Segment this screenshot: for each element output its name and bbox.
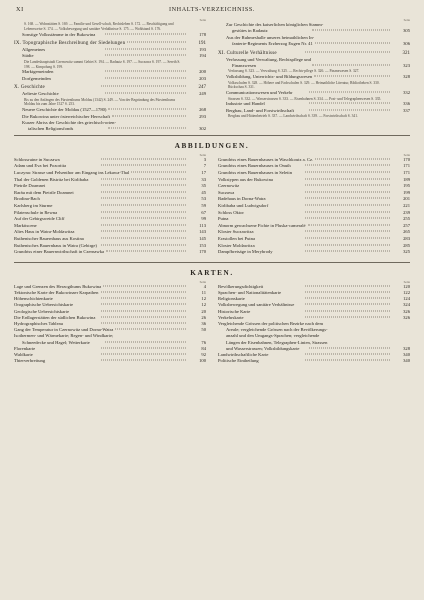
- illustration-entry: [218, 170, 410, 177]
- leader-dots: [115, 329, 186, 330]
- entry-title: Bevölkerungsdichtigkeit: [218, 283, 264, 289]
- entry-title: Aelteste Geschichte: [22, 91, 59, 97]
- illustration-entry: [218, 190, 410, 197]
- leader-dots: [305, 285, 390, 286]
- entry-page: 285: [403, 242, 410, 248]
- entry-title: Städte: [22, 53, 34, 59]
- entry-page: 340: [403, 351, 410, 357]
- toc-entry: [14, 84, 206, 91]
- leader-dots: [101, 218, 186, 219]
- toc-contents: [14, 18, 410, 133]
- abbildungen-right-column: [218, 153, 410, 256]
- leader-dots: [131, 172, 186, 173]
- entry-title: Thal der Goldenen Bistritz bei Kirlibaba: [14, 176, 89, 182]
- entry-title: IX. Topographische Beschreibung der Siedelungen: [14, 41, 126, 46]
- entry-page: 255: [403, 216, 410, 222]
- leader-dots: [101, 360, 186, 361]
- entry-page: 178: [199, 31, 206, 37]
- entry-page: 100: [199, 358, 206, 364]
- leader-dots: [312, 30, 390, 31]
- entry-page: 337: [403, 107, 410, 113]
- illustration-entry: [218, 249, 410, 256]
- section-divider: [14, 262, 410, 263]
- entry-title: Communicationswesen und Verkehr: [226, 90, 293, 96]
- entry-title: Badehaus in Dorna-Watra: [218, 196, 266, 202]
- entry-title: Florenkarte: [14, 345, 36, 351]
- entry-page: 99: [201, 216, 206, 222]
- entry-title: Grundriss eines Bauernhauses in Seletin: [218, 170, 292, 176]
- leader-dots: [108, 109, 186, 110]
- entry-page: 35: [201, 183, 206, 189]
- leader-dots: [101, 316, 186, 317]
- leader-dots: [305, 198, 390, 199]
- entry-title-cont: gestütes in Radautz: [232, 28, 268, 34]
- illustration-entry: [14, 163, 206, 170]
- entry-title: Karlsberg im Sturme: [14, 203, 53, 208]
- entry-title: Religionskarte: [218, 296, 245, 302]
- illustration-entry: [218, 183, 410, 190]
- leader-dots: [101, 178, 186, 179]
- entry-title: Markttscene: [14, 222, 37, 228]
- entry-title: Kloster Suczawitza: [218, 229, 254, 235]
- leader-dots: [105, 55, 186, 56]
- leader-dots: [305, 172, 390, 173]
- entry-page: 336: [403, 101, 410, 107]
- leader-dots: [305, 51, 390, 52]
- illustration-entry: [14, 223, 206, 230]
- toc-entry: [14, 40, 206, 47]
- seite-column-label: Seite: [199, 18, 206, 22]
- entry-title: und Wasserstrassen; Volksbildungskarte: [226, 345, 300, 351]
- leader-dots: [315, 43, 390, 44]
- entry-page: 122: [403, 289, 410, 295]
- entry-title: Czernowitz: [218, 183, 240, 189]
- leader-dots: [101, 310, 186, 311]
- karten-title: KARTEN.: [190, 268, 234, 277]
- illustration-entry: [14, 243, 206, 250]
- seite-column-label: Seite: [403, 279, 410, 284]
- entry-title: Altes Haus in Watra-Moldawitza: [14, 229, 75, 235]
- entry-page: 302: [199, 126, 206, 132]
- sub-entries: S. 168. — Wohnstätten S. 169. — Familie und Gesell-schaft, Rechtsleben S. 172. — Beschäftigung und Lebensweise S. 174. — Volksbewegung und sanitäre Verhältnisse S. 175. — Wohlstand S. 176.: [24, 22, 174, 31]
- illustration-entry: [218, 216, 410, 223]
- leader-dots: [305, 244, 390, 245]
- seite-column-label: Seite: [199, 152, 206, 157]
- leader-dots: [314, 76, 390, 77]
- entry-page: 191: [198, 41, 206, 46]
- entry-title: anzahl und den Umgangs-Sprachen; vergleichende: [226, 333, 320, 339]
- illustration-entry: [218, 229, 410, 236]
- entry-title: Dampfbretsäge in Merybrody: [218, 249, 273, 255]
- section-divider: [14, 135, 410, 136]
- entry-page: 84: [201, 345, 206, 351]
- illustration-entry: [14, 190, 206, 197]
- illustration-entry: [14, 216, 206, 223]
- map-entry: [218, 358, 410, 364]
- illustration-entry: [14, 229, 206, 236]
- entry-page: 321: [402, 50, 410, 56]
- leader-dots: [108, 128, 186, 129]
- seite-column-label: Seite: [403, 18, 410, 22]
- entry-page: 11: [201, 289, 206, 295]
- entry-page: 247: [198, 85, 206, 91]
- abbildungen-title: ABBILDUNGEN.: [174, 141, 250, 150]
- entry-page: 36: [201, 320, 206, 326]
- illustration-entry: [14, 249, 206, 256]
- entry-page: 20: [201, 308, 206, 314]
- illustration-entry: [14, 196, 206, 203]
- entry-page: 257: [403, 222, 410, 228]
- entry-page: 4: [203, 283, 206, 289]
- entry-title: Die Erdlagerstätten der südlichen Bukowina: [14, 314, 96, 320]
- entry-page: 120: [403, 283, 410, 289]
- illustration-entry: [14, 236, 206, 243]
- entry-title: Auf der Gebirgsweide Cliff: [14, 216, 65, 222]
- entry-title: Isothermen- und Wärmekarte; Regen- und Windkarte;: [14, 333, 114, 339]
- entry-title: Industrie und Handel: [226, 101, 265, 107]
- entry-page: 17: [201, 170, 206, 176]
- leader-dots: [305, 165, 390, 166]
- entry-title: Geologische Uebersichtskarte: [14, 308, 69, 314]
- leader-dots: [305, 205, 390, 206]
- entry-title: Grundriss einer Bauernwirthschaft in Czernawka: [14, 249, 105, 255]
- leader-dots: [309, 103, 390, 104]
- entry-title: Höhenschichtenkarte: [14, 296, 53, 302]
- entry-page: 124: [403, 296, 410, 302]
- illustration-entry: [218, 163, 410, 170]
- entry-page: 170: [199, 249, 206, 255]
- toc-entry-continuation: [218, 41, 410, 47]
- entry-title: Lage und Grenzen des Herzogthums Bukowina: [14, 283, 102, 289]
- sub-entries: Volksschulen S. 328. — Höhere und Fachschulen S. 329. — Heimathliche Literatur, Bibliotheken S. 330. Rückschau S. 331.: [228, 80, 380, 90]
- leader-dots: [305, 185, 390, 186]
- entry-page: 195: [403, 183, 410, 189]
- leader-dots: [101, 191, 186, 192]
- leader-dots: [309, 347, 390, 348]
- entry-title: Bergbau, Land- und Forstwirthschaft: [226, 107, 295, 113]
- entry-page: 326: [403, 308, 410, 314]
- leader-dots: [105, 33, 186, 34]
- toc-entry: [218, 50, 410, 57]
- illustration-entry: [14, 170, 206, 177]
- entry-page: 306: [403, 41, 410, 47]
- illustration-entry: [218, 157, 410, 164]
- entry-title: Landwirthschaftliche Karte: [218, 351, 269, 357]
- entry-title: Ruthenisches Bauernhaus in Watra (Gebirge): [14, 242, 97, 248]
- entry-title: X. Geschichte: [14, 85, 45, 91]
- illustration-entry: [14, 203, 206, 210]
- entry-page: 170: [403, 156, 410, 162]
- entry-page: 332: [403, 90, 410, 96]
- entry-title: Kloster Moldawitza: [218, 242, 255, 248]
- entry-page: 328: [403, 345, 410, 351]
- entry-title: Längen der Eisenbahnen, Telegraphen-Linien, Strassen: [226, 339, 328, 345]
- leader-dots: [101, 185, 186, 186]
- illustration-entry: [218, 223, 410, 230]
- entry-title: Putna: [218, 216, 229, 222]
- entry-page: 249: [199, 91, 206, 97]
- seite-column-label: Seite: [403, 152, 410, 157]
- leader-dots: [101, 347, 186, 348]
- leader-dots: [309, 92, 390, 93]
- karten-left-column: [14, 280, 206, 365]
- sub-entries: Bergbau und Hüttenbetrieb S. 337. — Landwirthschaft S. 339. — Forstwirthschaft S. 341.: [228, 114, 358, 119]
- leader-dots: [305, 360, 390, 361]
- toc-entry: [14, 76, 206, 82]
- leader-dots: [101, 224, 186, 225]
- leader-dots: [305, 316, 390, 317]
- abbildungen-list: [14, 153, 410, 256]
- entry-page: 76: [201, 339, 206, 345]
- entry-title: Pilatenschule in Rewna: [14, 209, 58, 215]
- entry-page: 324: [403, 302, 410, 308]
- leader-dots: [309, 109, 390, 110]
- page-title: INHALTS-VERZEICHNISS.: [168, 6, 256, 13]
- entry-title: Schloss Oktor: [218, 209, 244, 215]
- abbildungen-left-column: [14, 153, 206, 256]
- entry-title: Vergleichende Grössen der politischen Bezirke nach dem: [218, 320, 324, 326]
- leader-dots: [101, 158, 186, 159]
- leader-dots: [305, 310, 390, 311]
- entry-title: Adam und Eva bei Pozoritta: [14, 163, 67, 169]
- page-number: XI: [16, 6, 24, 13]
- illustration-entry: [218, 196, 410, 203]
- entry-title: Rarău mit dem Pietrile Doamnei: [14, 189, 74, 195]
- entry-page: 45: [201, 189, 206, 195]
- entry-title: Areale; vergleichende Grössen nach der Bevölkerungs-: [226, 327, 328, 333]
- entry-page: 53: [201, 196, 206, 202]
- entry-title: Orographische Uebersichtskarte: [14, 302, 74, 308]
- entry-page: 221: [403, 203, 410, 208]
- entry-page: 201: [403, 196, 410, 202]
- entry-title: Dorfgemeinden: [22, 75, 51, 81]
- entry-title: Die Bukowina unter österreichischer Herrschaft: [22, 113, 111, 119]
- leader-dots: [105, 77, 186, 78]
- entry-page: 12: [201, 296, 206, 302]
- leader-dots: [101, 322, 186, 323]
- leader-dots: [305, 251, 390, 252]
- entry-title: Sprachen- und Nationalitätenkarte: [218, 289, 282, 295]
- leader-dots: [305, 211, 390, 212]
- karten-right-column: [218, 280, 410, 365]
- entry-title: Verfassung und Verwaltung, Rechtspflege und: [226, 56, 312, 62]
- illustration-entry: [218, 177, 410, 184]
- entry-page: 193: [199, 47, 206, 52]
- entry-title: Politische Eintheilung: [218, 358, 259, 364]
- illustration-entry: [218, 243, 410, 250]
- leader-dots: [305, 191, 390, 192]
- entry-page: 265: [403, 229, 410, 235]
- running-head: [14, 6, 410, 18]
- entry-title: Zur Geschichte des kaiserlichen königlichen Stamm-: [226, 22, 324, 27]
- sub-entries: Strassen S. 332. — Wasserstrassen S. 333. — Eisenbahnen S. 334. — Post- und Telegraphenwesen S. 335.: [228, 96, 382, 101]
- entry-title: Sonstige Volksstämme in der Bukowina: [22, 31, 96, 37]
- leader-dots: [305, 353, 390, 354]
- entry-title: Verkehrskarte: [218, 314, 244, 320]
- entry-title: Thierverbreitung: [14, 358, 46, 364]
- entry-title: Suczawa: [218, 189, 235, 195]
- entry-page: 3: [203, 156, 206, 162]
- map-entry: [14, 358, 206, 364]
- leader-dots: [305, 218, 390, 219]
- leader-dots: [305, 298, 390, 299]
- entry-page: 189: [403, 176, 410, 182]
- entry-page: 199: [403, 189, 410, 195]
- entry-title: Volksbewegung und sanitäre Verhältnisse: [218, 302, 295, 308]
- illustration-entry: [14, 210, 206, 217]
- entry-title: Volksbildung, Unterrichts- und Bildungswesen: [226, 74, 313, 80]
- entry-title: Historische Karte: [218, 308, 251, 314]
- leader-dots: [101, 237, 186, 238]
- sub-entries: Bis zu den Anfängen des Fürstenthums Moldau (1342) S. 249. — Von der Begründung des Fürstenthums Moldau bis zum Jahre 1527 S. 253.: [24, 97, 176, 107]
- entry-page: 283: [403, 235, 410, 241]
- illustration-entry: [14, 183, 206, 190]
- entry-page: 203: [199, 75, 206, 81]
- leader-dots: [305, 291, 390, 292]
- sub-entries: Verfassung S. 323. — Verwaltung S. 325. — Rechts-pflege S. 326. — Finanzwesen S. 327.: [228, 69, 360, 74]
- entry-page: 50: [201, 327, 206, 333]
- entry-page: 200: [199, 69, 206, 75]
- entry-title: Tektonische Karte der Bukowinaer Karpathen: [14, 289, 99, 295]
- entry-title: Gang der Temperatur in Czernowitz und Dorna-Watra: [14, 327, 114, 333]
- entry-title: Kirlibaba und Ludwigsdorf: [218, 203, 269, 208]
- entry-title: Luczyna: Strasse und Felsenthor am Eingang ins Lekawa-Thal: [14, 170, 130, 176]
- illustration-entry: [14, 177, 206, 184]
- leader-dots: [101, 231, 186, 232]
- entry-title: XI. Culturelle Verhältnisse: [218, 50, 277, 56]
- entry-page: 239: [403, 209, 410, 215]
- leader-dots: [305, 231, 390, 232]
- entry-page: 268: [199, 107, 206, 113]
- leader-dots: [101, 205, 186, 206]
- leader-dots: [101, 291, 186, 292]
- entry-title: Erzstollen bei Putna: [218, 235, 255, 241]
- entry-page: 171: [403, 163, 410, 169]
- toc-right-column: [218, 18, 410, 133]
- entry-title: Schneedecke und Hagel; Wetterkarte: [22, 339, 90, 345]
- entry-page: 326: [403, 314, 410, 320]
- entry-page: 328: [403, 74, 410, 80]
- entry-page: 145: [199, 235, 206, 241]
- toc-left-column: [14, 18, 206, 133]
- leader-dots: [112, 115, 186, 116]
- entry-page: 325: [403, 249, 410, 255]
- entry-title: Brodina-Bach: [14, 196, 40, 202]
- entry-title: Pietrile Doamnei: [14, 183, 46, 189]
- entry-page: 293: [199, 113, 206, 119]
- entry-page: 7: [203, 163, 206, 169]
- leader-dots: [105, 49, 186, 50]
- leader-dots: [308, 224, 390, 225]
- leader-dots: [101, 353, 186, 354]
- entry-page: 323: [403, 63, 410, 69]
- leader-dots: [105, 71, 186, 72]
- leader-dots: [105, 93, 186, 94]
- entry-title: Abnorm gewachsene Fichte in Pluska-cameralé: [218, 222, 306, 228]
- leader-dots: [103, 285, 186, 286]
- entry-title: Hydrographisches Tableau: [14, 320, 63, 326]
- entry-title: Neuere Geschichte der Moldau (1527—1780): [22, 107, 107, 113]
- entry-page: 59: [201, 203, 206, 208]
- leader-dots: [127, 42, 186, 43]
- entry-title: Allgemeines: [22, 47, 46, 52]
- leader-dots: [312, 65, 390, 66]
- entry-title: Grundriss eines Bauernhauses in Onuth: [218, 163, 291, 169]
- entry-title-cont: Finanzwesen: [232, 63, 256, 69]
- toc-entry: [14, 32, 206, 38]
- toc-entry-continuation: [14, 126, 206, 132]
- entry-page: 194: [199, 53, 206, 59]
- leader-dots: [305, 304, 390, 305]
- entry-page: 67: [201, 209, 206, 215]
- leader-dots: [315, 158, 390, 159]
- entry-title: Volkstypen aus der Bukowina: [218, 176, 273, 182]
- karten-list: [14, 280, 410, 365]
- illustration-entry: [218, 236, 410, 243]
- entry-title: Kurzer Abriss der Geschichte des griechisch-orien-: [22, 120, 117, 126]
- leader-dots: [101, 211, 186, 212]
- leader-dots: [101, 244, 186, 245]
- illustration-entry: [218, 203, 410, 210]
- entry-page: 33: [201, 176, 206, 182]
- entry-page: 153: [199, 242, 206, 248]
- leader-dots: [101, 165, 186, 166]
- entry-page: 143: [199, 229, 206, 235]
- entry-title: Aus der Ruhmeshalle unseres heimathlichen In-: [226, 34, 315, 40]
- entry-page: 26: [201, 314, 206, 320]
- leader-dots: [105, 341, 186, 342]
- seite-column-label: Seite: [199, 279, 206, 284]
- entry-title-cont: talischen Religionsfonds: [28, 126, 74, 132]
- leader-dots: [101, 86, 186, 87]
- entry-title: Schlossruine in Suczawa: [14, 156, 60, 162]
- leader-dots: [106, 251, 186, 252]
- leader-dots: [305, 237, 390, 238]
- sub-entries: Die Landeshauptstadt Czernowitz sammt Gebiet S. 194. — Radautz S. 197. — Suczawa S. 197. — Sereth S. 198. — Kimpolung S. 199.: [24, 59, 181, 69]
- entry-page: 113: [199, 222, 206, 228]
- entry-title: Marktgemeinden: [22, 69, 54, 75]
- entry-page: 305: [403, 28, 410, 34]
- leader-dots: [101, 198, 186, 199]
- entry-page: 171: [403, 170, 410, 176]
- entry-page: 92: [201, 351, 206, 357]
- entry-page: 12: [201, 302, 206, 308]
- entry-page: 340: [403, 358, 410, 364]
- entry-title: Waldkarte: [14, 351, 33, 357]
- illustration-entry: [218, 210, 410, 217]
- entry-title: Grundriss eines Bauernhauses in Waschkoutz a. Cz.: [218, 156, 314, 162]
- illustration-entry: [14, 157, 206, 164]
- leader-dots: [101, 298, 186, 299]
- leader-dots: [305, 178, 390, 179]
- leader-dots: [101, 304, 186, 305]
- entry-title-cont: fanterie-Regiments Erzherzog Eugen Nr. 41: [232, 41, 313, 47]
- entry-title: Ruthenischer Bauernhaus aus Kostina: [14, 235, 84, 241]
